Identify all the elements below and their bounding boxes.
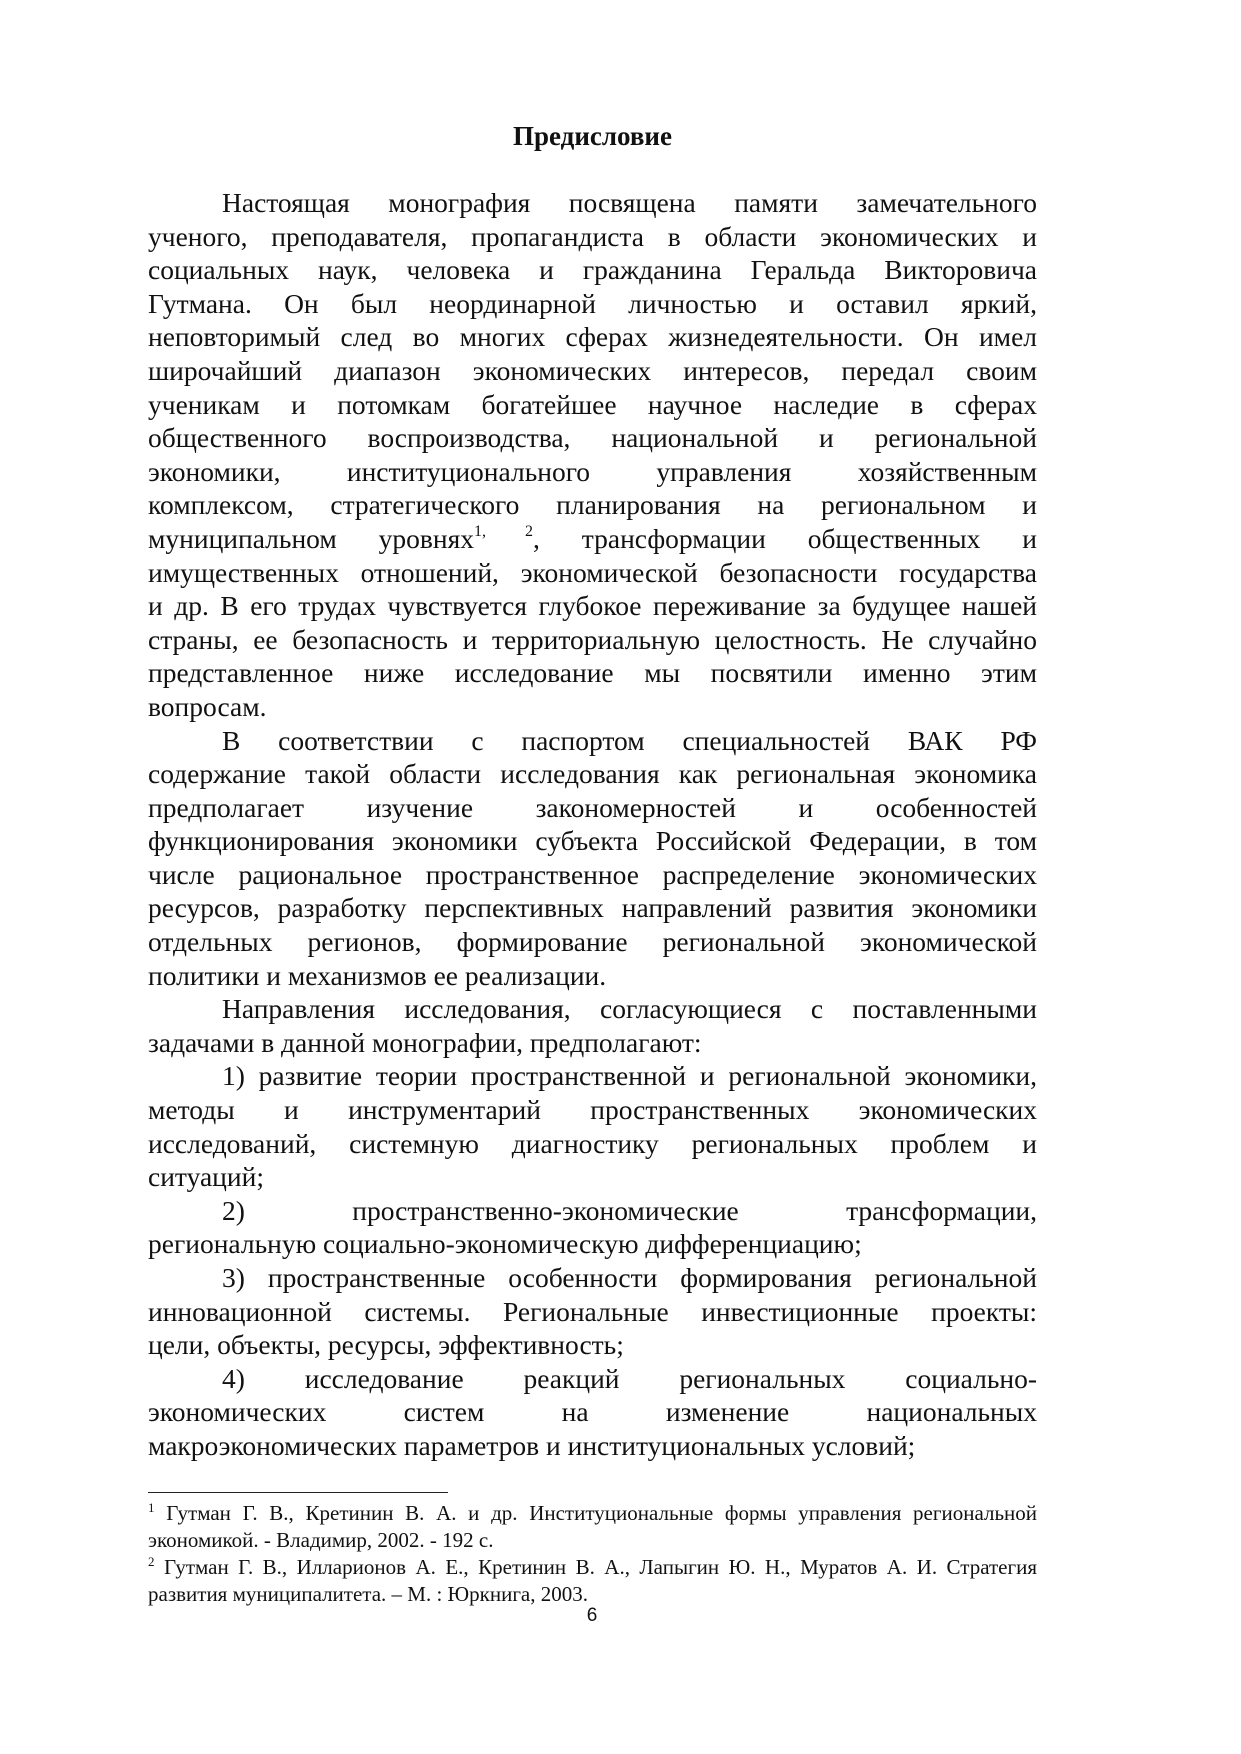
footnote-number: 1 <box>148 1500 155 1515</box>
paragraph <box>148 186 1037 724</box>
text-line: В соответствии с паспортом специальностей ВАК РФ <box>222 724 1037 756</box>
text-line: предполагает изучение закономерностей и особенностей <box>148 791 1037 823</box>
text-line: ресурсов, разработку перспективных направлений развития экономики <box>148 892 1037 924</box>
text-line: широчайший диапазон экономических интересов, передал своим <box>148 354 1037 386</box>
list-item <box>148 1194 1037 1261</box>
text-line: страны, ее безопасность и территориальную целостность. Не случайно <box>148 623 1037 655</box>
text-line: региональную социально-экономическую дифференциацию; <box>148 1228 862 1260</box>
footnote-line: развития муниципалитета. – М. : Юркнига, 2003. <box>148 1582 589 1606</box>
text-line: Настоящая монография посвящена памяти замечательного <box>222 187 1037 218</box>
text-line: 4) исследование реакций региональных социально- <box>222 1362 1037 1394</box>
text-line: ученого, преподавателя, пропагандиста в области экономических и <box>148 220 1037 252</box>
footnote-ref: 1, 2 <box>474 522 534 540</box>
paragraph <box>148 724 1037 993</box>
text-line: 2) пространственно-экономические трансформации, <box>222 1194 1037 1226</box>
list-item <box>148 1362 1037 1463</box>
footnote-line <box>148 1554 1037 1581</box>
text-line: содержание такой области исследования как региональная экономика <box>148 758 1037 790</box>
list-item <box>148 1059 1037 1193</box>
text-line: имущественных отношений, экономической безопасности государства <box>148 556 1037 588</box>
text-line: цели, объекты, ресурсы, эффективность; <box>148 1329 624 1361</box>
footnote-number: 2 <box>148 1554 155 1569</box>
footnote-separator <box>148 1492 448 1493</box>
text-line: 1) развитие теории пространственной и региональной экономики, <box>222 1060 1037 1092</box>
text-line: функционирования экономики субъекта Российской Федерации, в том <box>148 825 1037 857</box>
text-line: Направления исследования, согласующиеся с поставленными <box>222 993 1037 1025</box>
text-segment: , трансформации общественных и <box>533 522 1038 554</box>
text-line: задачами в данной монографии, предполагают: <box>148 1026 702 1058</box>
footnote-line: экономикой. - Владимир, 2002. - 192 с. <box>148 1528 494 1552</box>
text-line: социальных наук, человека и гражданина Геральда Викторовича <box>148 254 1037 286</box>
text-line-with-footnote-ref <box>148 522 1037 556</box>
text-line: представленное ниже исследование мы посвятили именно этим <box>148 657 1037 689</box>
page-number: 6 <box>586 1605 598 1626</box>
text-line: макроэкономических параметров и институциональных условий; <box>148 1429 916 1461</box>
text-line: Гутмана. Он был неординарной личностью и оставил яркий, <box>148 287 1037 319</box>
text-line: исследований, системную диагностику региональных проблем и <box>148 1127 1037 1159</box>
text-segment: муниципальном уровнях <box>148 522 475 554</box>
text-line: экономических систем на изменение национальных <box>148 1396 1037 1428</box>
text-line: общественного воспроизводства, национальной и региональной <box>148 422 1037 454</box>
text-line: и др. В его трудах чувствуется глубокое переживание за будущее нашей <box>148 590 1037 622</box>
text-line: инновационной системы. Региональные инвестиционные проекты: <box>148 1295 1037 1327</box>
footnote-line <box>148 1500 1037 1527</box>
text-line: комплексом, стратегического планирования на региональном и <box>148 489 1037 521</box>
text-line: ситуаций; <box>148 1161 264 1193</box>
footnotes <box>148 1500 1037 1608</box>
text-line: экономики, институционального управления хозяйственным <box>148 455 1037 487</box>
body-text <box>148 186 1037 1463</box>
list-item <box>148 1261 1037 1362</box>
text-line: политики и механизмов ее реализации. <box>148 959 607 991</box>
page-title: Предисловие <box>513 121 672 151</box>
text-line: числе рациональное пространственное распределение экономических <box>148 858 1037 890</box>
footnote-1 <box>148 1500 1037 1554</box>
footnote-2 <box>148 1554 1037 1608</box>
text-line: отдельных регионов, формирование региональной экономической <box>148 926 1037 958</box>
text-line: неповторимый след во многих сферах жизнедеятельности. Он имел <box>148 321 1037 353</box>
text-line: ученикам и потомкам богатейшее научное наследие в сферах <box>148 388 1037 420</box>
footnote-text: Гутман Г. В., Илларионов А. Е., Кретинин В. А., Лапыгин Ю. Н., Муратов А. И. Стратегия <box>163 1555 1038 1579</box>
text-line: вопросам. <box>148 690 267 722</box>
paragraph <box>148 992 1037 1059</box>
text-line: 3) пространственные особенности формирования региональной <box>222 1262 1037 1293</box>
text-line: методы и инструментарий пространственных экономических <box>148 1094 1037 1126</box>
footnote-text: Гутман Г. В., Кретинин В. А. и др. Институциональные формы управления региональной <box>166 1501 1038 1525</box>
